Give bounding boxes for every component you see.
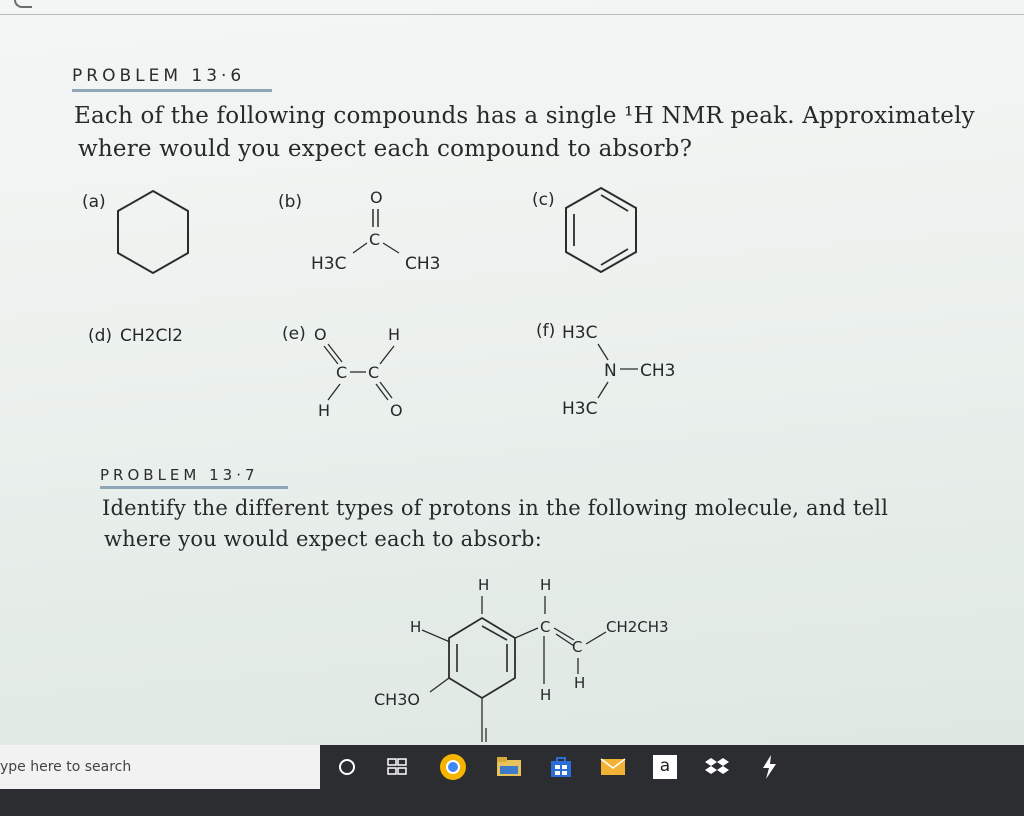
amine-ch3: CH3: [640, 361, 676, 381]
mol-h-bottom: H: [540, 686, 552, 704]
glyoxal-c1: C: [336, 363, 348, 382]
problem-13-7-heading: PROBLEM 13·7: [100, 466, 259, 484]
molecule-structure: [360, 570, 700, 745]
mol-ch2ch3: CH2CH3: [606, 618, 669, 636]
label-c: (c): [532, 190, 555, 210]
problem-13-6-line2: where would you expect each compound to absorb?: [78, 136, 693, 162]
acetone-c: C: [369, 230, 381, 249]
acetone-structure: [305, 185, 455, 285]
benzene-structure: [558, 182, 644, 280]
problem-13-7-line2: where you would expect each to absorb:: [104, 527, 542, 551]
mol-h-right: H: [574, 674, 586, 692]
glyoxal-c2: C: [368, 363, 380, 382]
chrome-icon[interactable]: [438, 752, 468, 782]
window-edge: [0, 14, 1024, 15]
mol-ch3o: CH3O: [374, 690, 420, 709]
amazon-letter: a: [653, 755, 677, 779]
label-f: (f): [536, 321, 556, 341]
cortana-icon[interactable]: [332, 752, 362, 782]
mol-h-top1: H: [478, 576, 490, 594]
winamp-icon[interactable]: [754, 752, 784, 782]
mol-c1: C: [540, 618, 551, 636]
task-view-icon[interactable]: [382, 752, 412, 782]
problem-13-6-heading: PROBLEM 13·6: [72, 66, 246, 86]
glyoxal-h2: H: [318, 401, 331, 420]
glyoxal-structure: [306, 320, 416, 425]
mol-h-left: H: [410, 618, 422, 636]
glyoxal-o2: O: [390, 401, 403, 420]
problem-13-7-line1: Identify the different types of protons in the following molecule, and tell: [102, 496, 889, 520]
glyoxal-o1: O: [314, 325, 327, 344]
amine-h3c-top: H3C: [562, 323, 598, 343]
mol-c2: C: [572, 638, 583, 656]
mail-icon[interactable]: [598, 752, 628, 782]
mol-h-top2: H: [540, 576, 552, 594]
heading-rule: [100, 486, 288, 489]
dichloromethane-formula: CH2Cl2: [120, 326, 183, 346]
acetone-o: O: [370, 188, 383, 207]
glyoxal-h1: H: [388, 325, 401, 344]
search-placeholder: ype here to search: [0, 759, 132, 775]
label-d: (d): [88, 326, 113, 346]
acetone-h3c: H3C: [311, 254, 347, 274]
back-icon[interactable]: [14, 0, 32, 8]
label-e: (e): [282, 324, 306, 344]
trimethylamine-structure: [558, 316, 698, 426]
cyclohexane-structure: [110, 185, 196, 280]
acetone-ch3: CH3: [405, 254, 441, 274]
amine-n: N: [604, 361, 617, 381]
file-explorer-icon[interactable]: [494, 752, 524, 782]
heading-rule: [72, 89, 272, 92]
problem-13-6-line1: Each of the following compounds has a single ¹H NMR peak. Approximately: [74, 103, 975, 129]
taskbar-search-box[interactable]: [0, 745, 320, 789]
label-a: (a): [82, 192, 106, 212]
amine-h3c-bottom: H3C: [562, 399, 598, 419]
label-b: (b): [278, 192, 303, 212]
amazon-icon[interactable]: [650, 752, 680, 782]
store-icon[interactable]: [546, 752, 576, 782]
dropbox-icon[interactable]: [702, 752, 732, 782]
